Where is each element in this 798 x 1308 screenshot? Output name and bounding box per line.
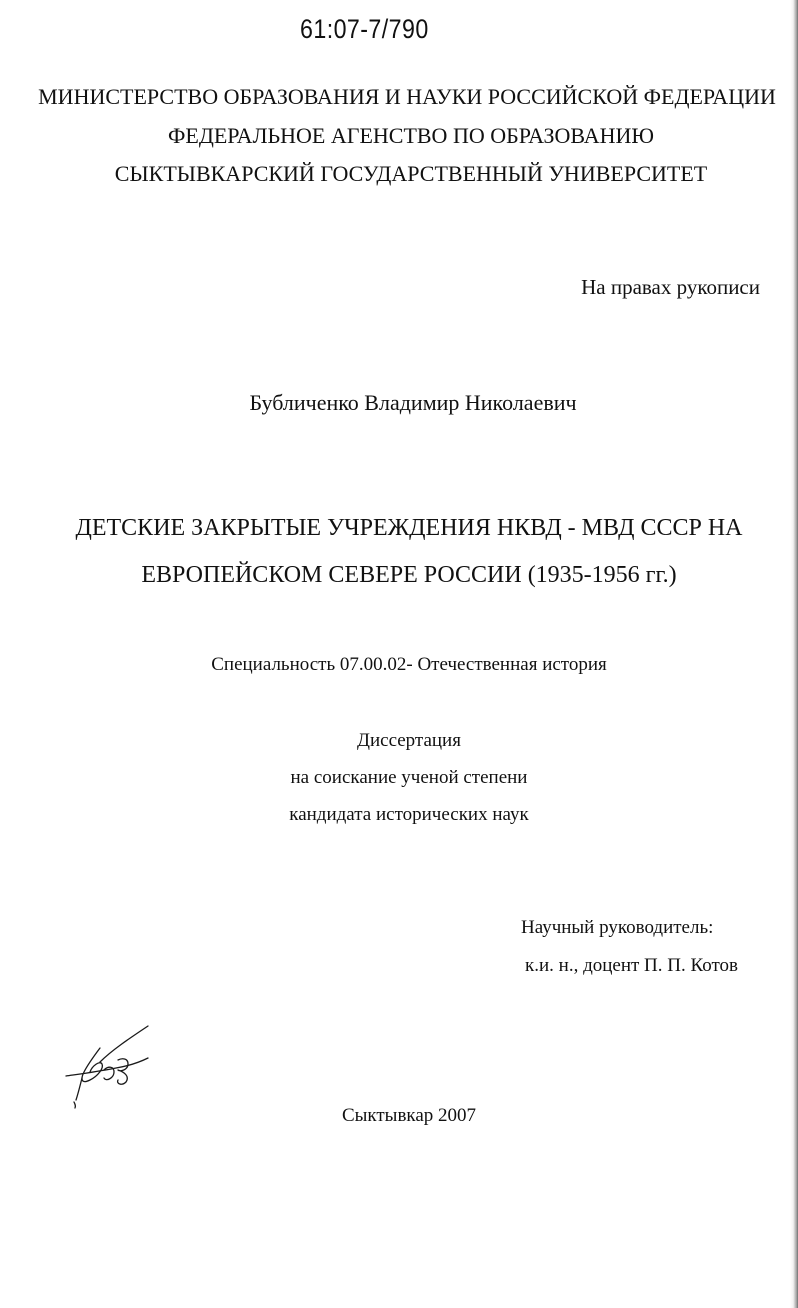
specialty: Специальность 07.00.02- Отечественная история <box>211 654 607 675</box>
dissertation-title-line-2: ЕВРОПЕЙСКОМ СЕВЕРЕ РОССИИ (1935-1956 гг.) <box>141 562 677 588</box>
university-header: СЫКТЫВКАРСКИЙ ГОСУДАРСТВЕННЫЙ УНИВЕРСИТЕТ <box>114 161 708 186</box>
degree-line-1: на соискание ученой степени <box>290 767 528 788</box>
agency-header: ФЕДЕРАЛЬНОЕ АГЕНСТВО ПО ОБРАЗОВАНИЮ <box>168 123 654 148</box>
author-name: Бубличенко Владимир Николаевич <box>249 390 577 415</box>
supervisor-name: к.и. н., доцент П. П. Котов <box>525 955 738 976</box>
degree-line-2: кандидата исторических наук <box>289 804 529 825</box>
scan-edge-shadow <box>790 0 798 1308</box>
catalog-number: 61:07-7/790 <box>300 14 429 44</box>
ministry-header: МИНИСТЕРСТВО ОБРАЗОВАНИЯ И НАУКИ РОССИЙСКОЙ ФЕДЕРАЦИИ <box>38 84 776 109</box>
city-year: Сыктывкар 2007 <box>341 1105 477 1126</box>
dissertation-title-line-1: ДЕТСКИЕ ЗАКРЫТЫЕ УЧРЕЖДЕНИЯ НКВД - МВД СССР НА <box>75 515 743 541</box>
manuscript-note: На правах рукописи <box>581 275 760 299</box>
supervisor-label: Научный руководитель: <box>521 917 714 938</box>
dissertation-type: Диссертация <box>357 730 461 751</box>
handwritten-signature <box>60 1020 170 1110</box>
